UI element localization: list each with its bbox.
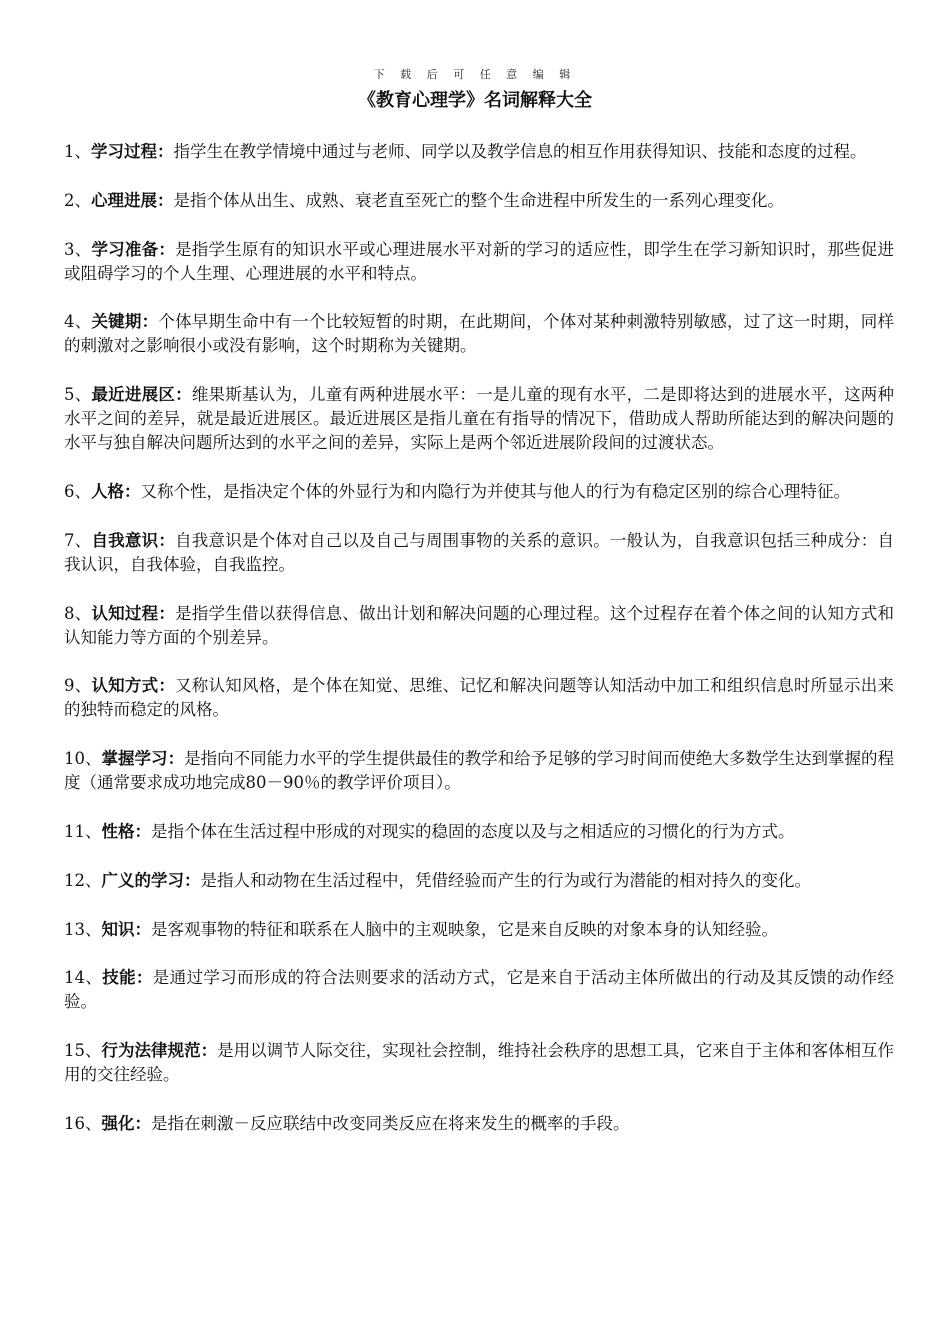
definition-entry bbox=[64, 310, 894, 358]
entry-term: 广义的学习： bbox=[101, 870, 201, 890]
entry-term: 心理进展： bbox=[91, 190, 174, 210]
entry-term: 掌握学习： bbox=[101, 749, 185, 769]
entry-definition: 是指学生借以获得信息、做出计划和解决问题的心理过程。这个过程存在着个体之间的认知方式和认知能力等方面的个别差异。 bbox=[64, 603, 895, 647]
entry-definition: 又称认知风格，是个体在知觉、思维、记忆和解决问题等认知活动中加工和组织信息时所显示出来的独特而稳定的风格。 bbox=[64, 676, 895, 720]
entry-definition: 又称个性，是指决定个体的外显行为和内隐行为并使其与他人的行为有稳定区别的综合心理特征。 bbox=[140, 481, 850, 501]
entry-number: 4、 bbox=[64, 312, 92, 332]
entry-definition: 自我意识是个体对自己以及自己与周围事物的关系的意识。一般认为，自我意识包括三种成分：自我认识，自我体验，自我监控。 bbox=[64, 530, 895, 574]
entry-definition: 是指人和动物在生活过程中，凭借经验而产生的行为或行为潜能的相对持久的变化。 bbox=[200, 870, 811, 890]
entry-number: 16、 bbox=[64, 1113, 102, 1133]
entry-number: 15、 bbox=[64, 1041, 102, 1061]
entry-number: 12、 bbox=[64, 870, 102, 890]
entry-term: 学习准备： bbox=[91, 239, 176, 259]
entry-term: 最近进展区： bbox=[91, 385, 192, 405]
definitions-list bbox=[64, 140, 894, 1161]
definition-entry bbox=[64, 820, 894, 844]
entry-term: 自我意识： bbox=[91, 530, 176, 550]
definition-entry bbox=[64, 383, 894, 455]
definition-entry bbox=[64, 480, 894, 504]
entry-number: 9、 bbox=[64, 676, 92, 696]
definition-entry bbox=[64, 747, 894, 795]
entry-term: 认知过程： bbox=[91, 603, 176, 623]
entry-definition: 是指向不同能力水平的学生提供最佳的教学和给予足够的学习时间而使绝大多数学生达到掌握的程度（通常要求成功地完成80－90％的教学评价项目）。 bbox=[64, 749, 895, 793]
definition-entry bbox=[64, 529, 894, 577]
entry-definition: 是指学生原有的知识水平或心理进展水平对新的学习的适应性，即学生在学习新知识时，那些促进或阻碍学习的个人生理、心理进展的水平和特点。 bbox=[64, 239, 895, 283]
definition-entry bbox=[64, 918, 894, 942]
entry-number: 6、 bbox=[64, 481, 91, 501]
entry-definition: 是指个体从出生、成熟、衰老直至死亡的整个生命进程中所发生的一系列心理变化。 bbox=[173, 190, 784, 210]
entry-definition: 是指在刺激－反应联结中改变同类反应在将来发生的概率的手段。 bbox=[151, 1113, 630, 1133]
entry-number: 7、 bbox=[64, 530, 92, 550]
definition-entry bbox=[64, 966, 894, 1014]
entry-term: 关键期： bbox=[91, 312, 159, 332]
entry-definition: 是客观事物的特征和联系在人脑中的主观映象，它是来自反映的对象本身的认知经验。 bbox=[151, 919, 778, 939]
entry-definition: 维果斯基认为，儿童有两种进展水平：一是儿童的现有水平，二是即将达到的进展水平，这两种水平之间的差异，就是最近进展区。最近进展区是指儿童在有指导的情况下，借助成人帮助所能达到的解决问题的水平与独自解决问题所达到的水平之间的差异，实际上是两个邻近进展阶段间的过渡状态。 bbox=[64, 385, 895, 453]
entry-term: 强化： bbox=[101, 1113, 151, 1133]
entry-number: 2、 bbox=[64, 190, 91, 210]
entry-definition: 个体早期生命中有一个比较短暂的时期，在此期间，个体对某种刺激特别敏感，过了这一时期，同样的刺激对之影响很小或没有影响，这个时期称为关键期。 bbox=[64, 312, 895, 356]
entry-number: 10、 bbox=[64, 749, 102, 769]
entry-number: 3、 bbox=[64, 239, 92, 259]
header-note: 下 载 后 可 任 意 编 辑 bbox=[373, 68, 577, 81]
entry-number: 11、 bbox=[64, 821, 102, 841]
entry-term: 认知方式： bbox=[91, 676, 176, 696]
entry-number: 1、 bbox=[64, 142, 91, 161]
definition-entry bbox=[64, 602, 894, 650]
entry-term: 技能： bbox=[102, 968, 153, 988]
definition-entry bbox=[64, 1039, 894, 1087]
definition-entry bbox=[64, 1112, 894, 1136]
entry-definition: 是通过学习而形成的符合法则要求的活动方式，它是来自于活动主体所做出的行动及其反馈的动作经验。 bbox=[64, 968, 895, 1012]
definition-entry bbox=[64, 189, 894, 213]
entry-term: 学习过程： bbox=[91, 142, 174, 161]
entry-definition: 指学生在教学情境中通过与老师、同学以及教学信息的相互作用获得知识、技能和态度的过程。 bbox=[173, 142, 867, 161]
entry-number: 5、 bbox=[64, 385, 92, 405]
entry-term: 知识： bbox=[101, 919, 151, 939]
entry-term: 性格： bbox=[101, 821, 151, 841]
entry-term: 行为法律规范： bbox=[101, 1041, 218, 1061]
definition-entry bbox=[64, 238, 894, 286]
definition-entry bbox=[64, 140, 894, 164]
definition-entry bbox=[64, 869, 894, 893]
entry-number: 8、 bbox=[64, 603, 92, 623]
entry-definition: 是用以调节人际交往，实现社会控制，维持社会秩序的思想工具，它来自于主体和客体相互作用的交往经验。 bbox=[64, 1041, 895, 1085]
entry-number: 14、 bbox=[64, 968, 103, 988]
entry-number: 13、 bbox=[64, 919, 102, 939]
entry-term: 人格： bbox=[91, 481, 141, 501]
definition-entry bbox=[64, 674, 894, 722]
document-title: 《教育心理学》名词解释大全 bbox=[358, 90, 592, 111]
entry-definition: 是指个体在生活过程中形成的对现实的稳固的态度以及与之相适应的习惯化的行为方式。 bbox=[151, 821, 795, 841]
